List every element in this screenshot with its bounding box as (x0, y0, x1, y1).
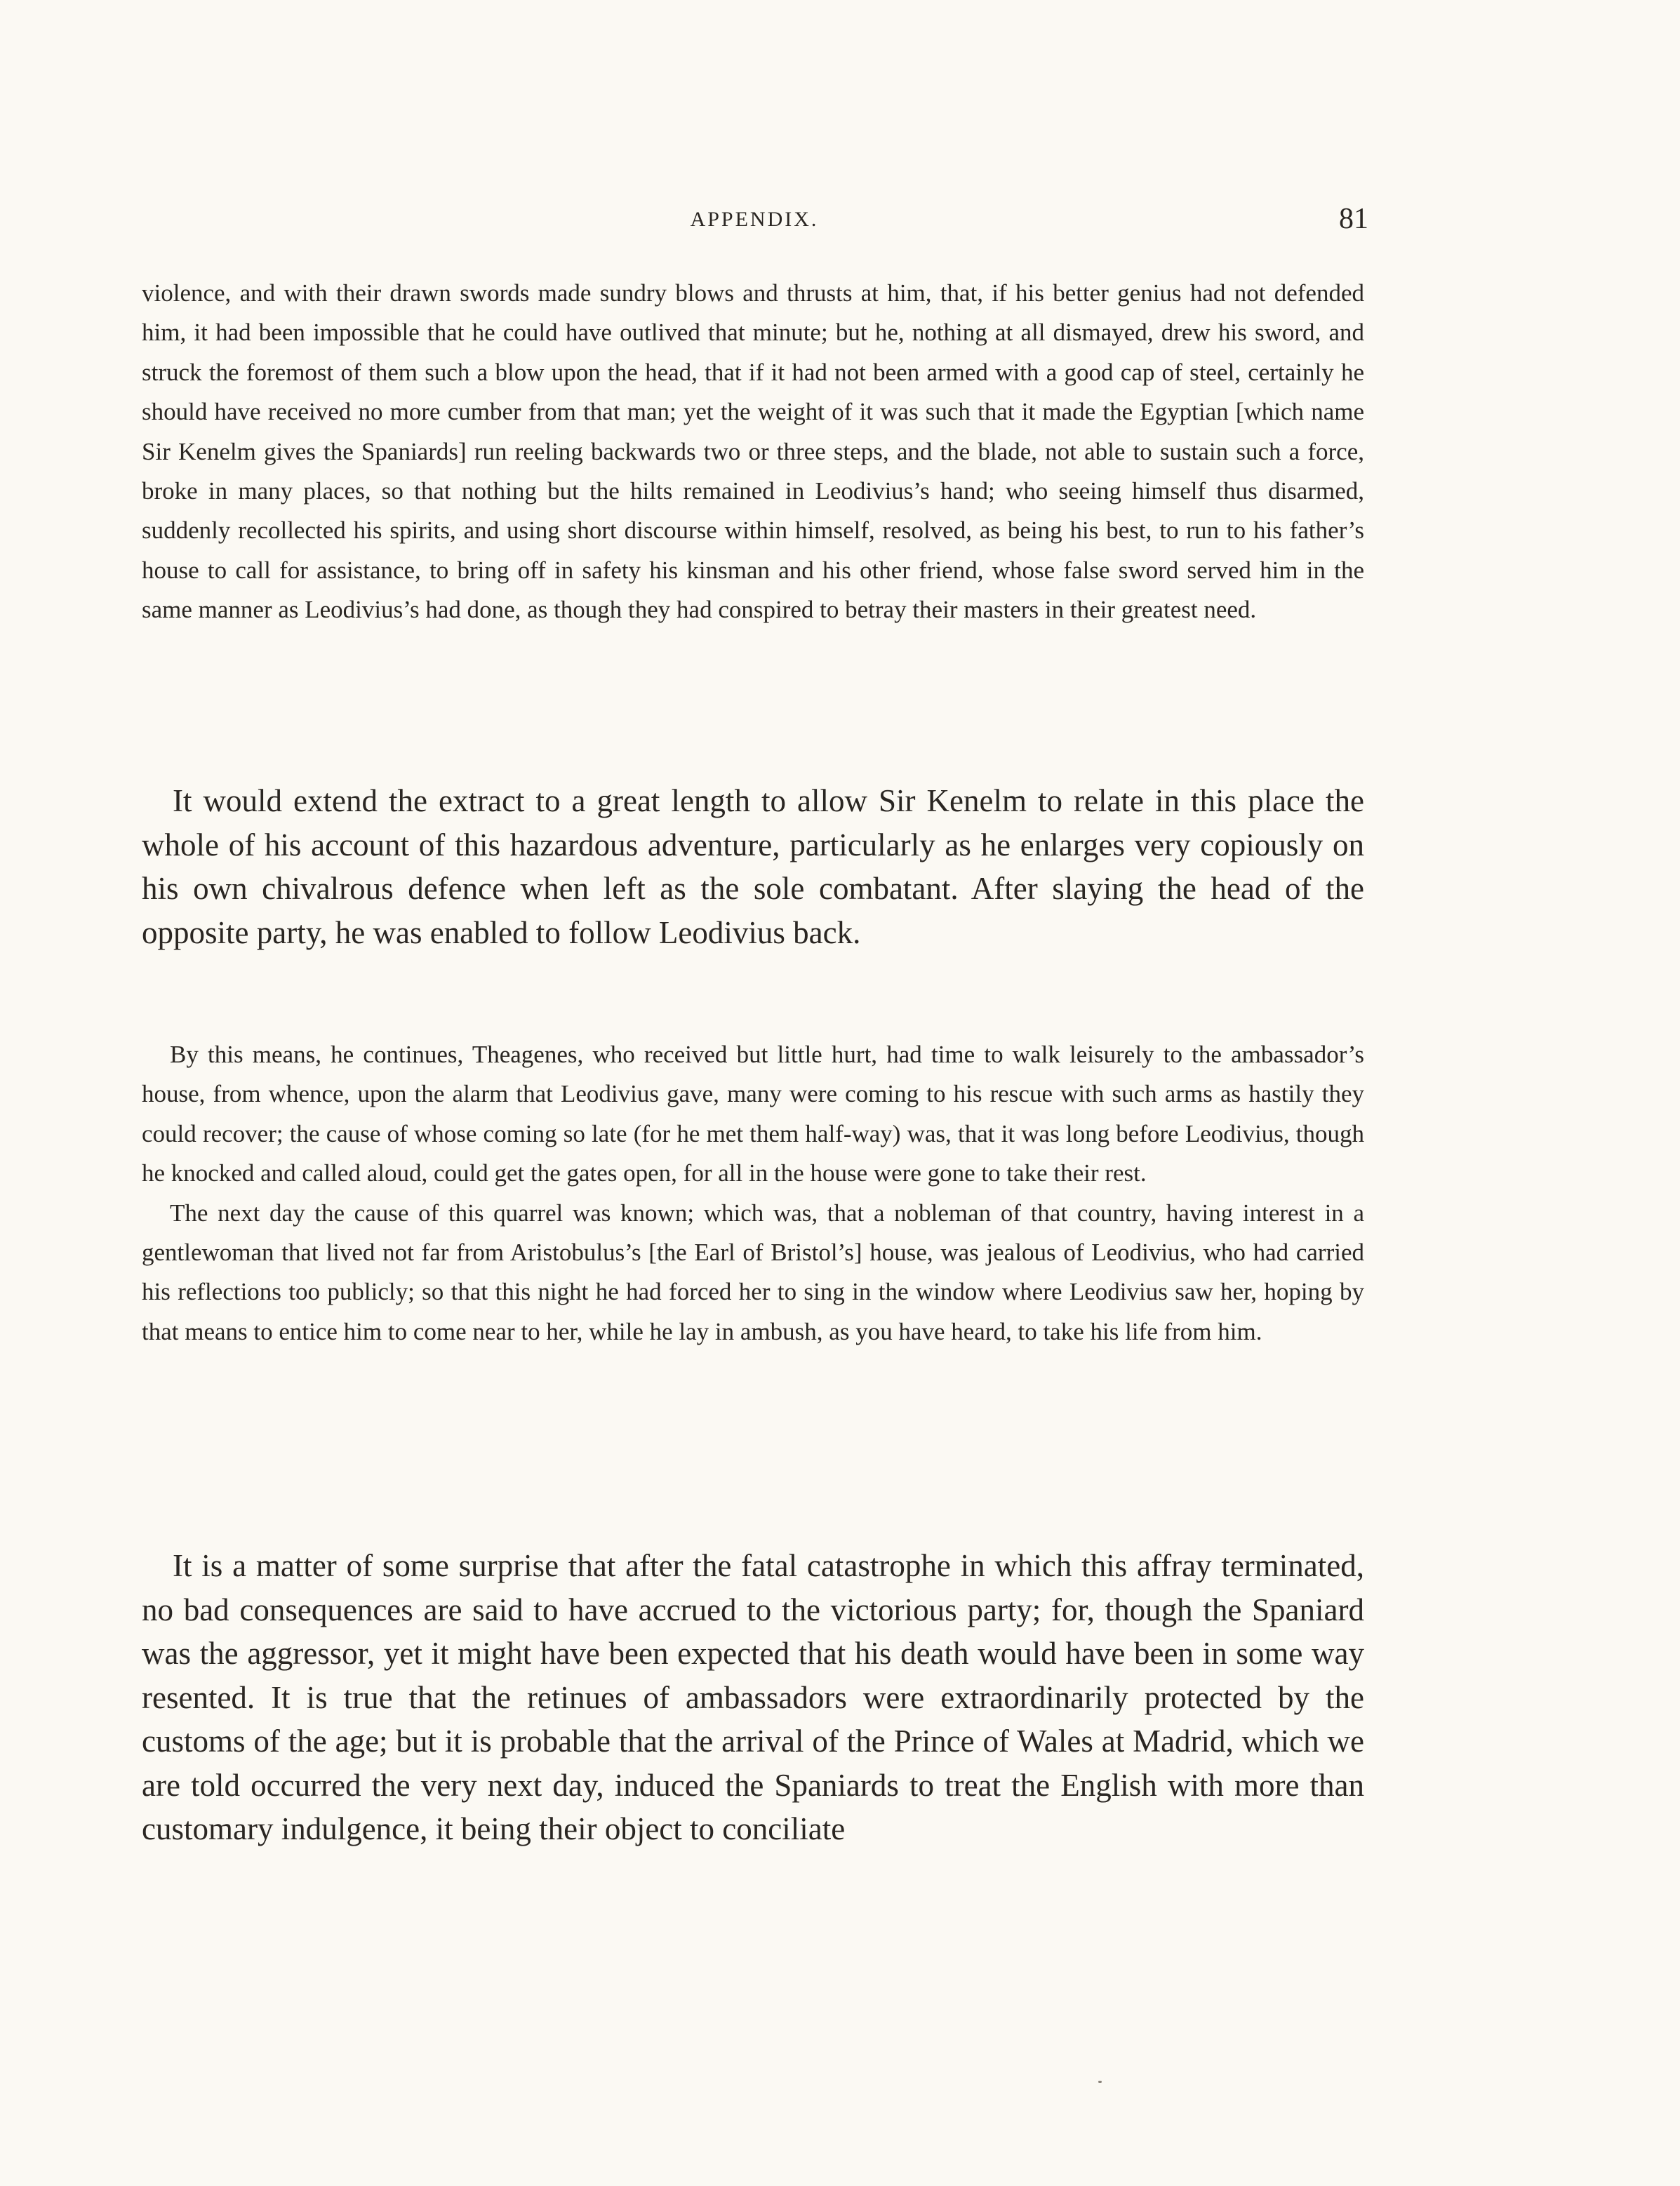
page-number: 81 (1339, 203, 1368, 235)
extract-paragraph: By this means, he continues, Theagenes, who received but little hurt, had time to walk leisurely to the ambassador’s house, from whence, upon the alarm that Leodivius gave, many were coming to his rescue with such arms as hastily they could recover; the cause of whose coming so late (for he met them half-way) was, that it was long before Leodivius, though he knocked and called aloud, could get the gates open, for all in the house were gone to take their rest. (142, 1041, 1364, 1187)
extract-paragraph: The next day the cause of this quarrel was known; which was, that a nobleman of that country, having interest in a gentlewoman that lived not far from Aristobulus’s [the Earl of Bristol’s] house, was jealous of Leodivius, who had carried his reflections too publicly; so that this night he had forced her to sing in the window where Leodivius saw her, hoping by that means to entice him to come near to her, while he lay in ambush, as you have heard, to take his life from him. (142, 1199, 1364, 1345)
running-title: APPENDIX. (690, 208, 819, 231)
running-head (140, 202, 1368, 237)
commentary-paragraph-2 (142, 1544, 1364, 1851)
paper-speck (1098, 2081, 1102, 2083)
body-paragraph: It is a matter of some surprise that after the fatal catastrophe in which this affray terminated, no bad consequences are said to have accrued to the victorious party; for, though the Spaniard was the aggressor, yet it might have been expected that his death would have been in some way resented. It is true that the retinues of ambassadors were extraordinarily protected by the customs of the age; but it is probable that the arrival of the Prince of Wales at Madrid, which we are told occurred the very next day, induced the Spaniards to treat the English with more than customary indulgence, it being their object to conciliate (142, 1548, 1364, 1846)
extract-quotation-1 (142, 274, 1364, 630)
extract-quotation-2 (142, 1035, 1364, 1352)
commentary-paragraph-1 (142, 779, 1364, 954)
extract-paragraph: violence, and with their drawn swords made sundry blows and thrusts at him, that, if his better genius had not defended him, it had been impossible that he could have outlived that minute; but he, nothing at all dismayed, drew his sword, and struck the foremost of them such a blow upon the head, that if it had not been armed with a good cap of steel, certainly he should have received no more cumber from that man; yet the weight of it was such that it made the Egyptian [which name Sir Kenelm gives the Spaniards] run reeling backwards two or three steps, and the blade, not able to sustain such a force, broke in many places, so that nothing but the hilts remained in Leodivius’s hand; who seeing himself thus disarmed, suddenly recollected his spirits, and using short discourse within himself, resolved, as being his best, to run to his father’s house to call for assistance, to bring off in safety his kinsman and his other friend, whose false sword served him in the same manner as Leodivius’s had done, as though they had conspired to betray their masters in their greatest need. (142, 279, 1364, 624)
body-paragraph: It would extend the extract to a great length to allow Sir Kenelm to relate in this place the whole of his account of this hazardous adventure, particularly as he enlarges very copiously on his own chivalrous defence when left as the sole combatant. After slaying the head of the opposite party, he was enabled to follow Leodivius back. (142, 783, 1364, 950)
